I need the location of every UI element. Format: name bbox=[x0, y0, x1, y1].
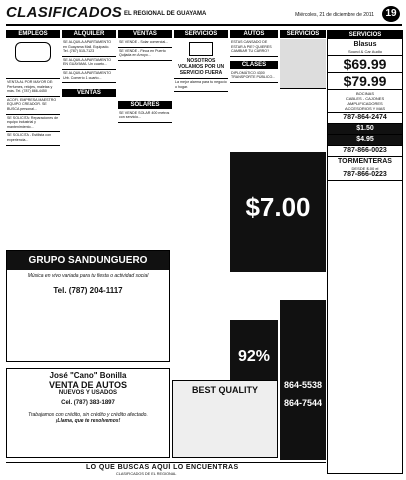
sidebar-right bbox=[327, 30, 403, 474]
percent-text: 92% bbox=[237, 348, 271, 365]
ad-empleos-4: SE SOLICITA - Estilista con experiencia... bbox=[6, 132, 60, 145]
col-header-empleos: EMPLEOS bbox=[6, 30, 60, 38]
phone-sidebar-1: 787-864-2474 bbox=[343, 114, 387, 121]
col-header-clases: CLASES bbox=[230, 61, 278, 69]
col-header-alquiler: ALQUILER bbox=[62, 30, 116, 38]
sidebar-items bbox=[328, 90, 402, 113]
issue-date: Miércoles, 21 de diciembre de 2011 bbox=[295, 12, 374, 18]
ad-servicios-1 bbox=[174, 39, 228, 79]
ad-alquiler-2: SE ALQUILA APARTAMENTO EN GUAYAMA. Un cuarto... bbox=[62, 57, 116, 70]
col-header-servicios-3: SERVICIOS bbox=[328, 31, 402, 39]
col-header-ventas-main: VENTAS bbox=[118, 30, 172, 38]
publication-name: EL REGIONAL DE GUAYAMA bbox=[124, 11, 207, 17]
ad-autos-2: DIPLOMÁTICO 4300 TRANSPORTE PÚBLICO... bbox=[230, 70, 278, 83]
sidebar-subtitle-2: DESDE $.00 el bbox=[351, 166, 379, 171]
jose-phone: Cel. (787) 383-1897 bbox=[61, 400, 115, 406]
sidebar-line-3: AMPLIFICADORES bbox=[347, 101, 383, 106]
ad-logo-image bbox=[15, 42, 51, 62]
sidebar-brand bbox=[328, 40, 402, 56]
ad-servicios-2: La mejor alarma para tu negocio o hogar. bbox=[174, 79, 228, 92]
sidebar-line-4: ACCESORIOS Y MAS bbox=[344, 106, 386, 111]
phone-2: 864-7544 bbox=[283, 398, 323, 408]
page-number: 19 bbox=[382, 6, 400, 22]
footer-title: LO QUE BUSCAS AQUÍ LO ENCUENTRAS bbox=[86, 464, 239, 471]
col-servicios bbox=[174, 30, 228, 250]
jose-title: José "Cano" Bonilla bbox=[49, 371, 127, 380]
col-ventas bbox=[118, 30, 172, 250]
col-header-ventas: VENTAS bbox=[62, 89, 116, 97]
col-autos bbox=[230, 30, 278, 150]
ad-alquiler-1: SE ALQUILA APARTAMENTO en Guayama Mall. Equipado. Tel. (787) 515-7123 bbox=[62, 39, 116, 57]
ad-alquiler-3: SE ALQUILA APARTAMENTO Urb. Comerío 1 cuarto... bbox=[62, 70, 116, 83]
jose-note: Trabajamos con crédito, sin crédito y crédito afectado. bbox=[28, 412, 148, 418]
phone-sidebar-3: 787-866-0223 bbox=[343, 171, 387, 178]
price-2: $79.99 bbox=[343, 73, 387, 89]
col-header-servicios: SERVICIOS bbox=[174, 30, 228, 38]
sidebar-phone-2 bbox=[328, 146, 402, 157]
servicios-logo bbox=[189, 42, 213, 56]
ad-image-placeholder bbox=[280, 39, 326, 89]
jose-subtitle-2: NUEVOS Y USADOS bbox=[58, 390, 118, 396]
best-quality-title: BEST QUALITY bbox=[191, 385, 258, 395]
ad-empleos-logo bbox=[6, 39, 60, 79]
grupo-subtitle: Música en vivo variada para tu fiesta o actividad social bbox=[27, 273, 149, 279]
section-logo: CLASIFICADOS bbox=[6, 4, 123, 21]
col-empleos bbox=[6, 30, 60, 250]
sidebar-price-4 bbox=[328, 135, 402, 146]
sidebar-price-3 bbox=[328, 124, 402, 135]
ad-best-quality bbox=[172, 380, 278, 458]
col-alquiler bbox=[62, 30, 116, 250]
ad-empleos-1: VENTA AL POR MAYOR DE: Perfumes, relojes, maletas y más. Tel. (787) 866-4450 bbox=[6, 79, 60, 97]
grupo-phone: Tel. (787) 204-1117 bbox=[53, 286, 123, 295]
col-header-servicios-2: SERVICIOS bbox=[280, 30, 326, 38]
footer-subtitle: CLASIFICADOS DE EL REGIONAL bbox=[116, 472, 177, 476]
col-servicios-2 bbox=[280, 30, 326, 150]
ad-solares-1: SE VENDE SOLAR 400 metros con servicio... bbox=[118, 110, 172, 123]
ad-autos-1: ESTAS CANSADO DE ESTAR A PIE? QUIERES CAMBIAR TU CARRO? bbox=[230, 39, 278, 57]
servicios-headline: NOSOTROS VOLAMOS POR UN SERVICIO FUERA bbox=[177, 58, 225, 76]
sidebar-subtitle: Sound & Car Audio bbox=[347, 49, 383, 54]
col-header-solares: SOLARES bbox=[118, 101, 172, 109]
sidebar-price-1 bbox=[328, 56, 402, 73]
sidebar-tormenteras bbox=[328, 157, 402, 181]
page-footer bbox=[6, 462, 326, 476]
page-header bbox=[6, 4, 402, 26]
phone-1: 864-5538 bbox=[283, 380, 323, 390]
price-3: $1.50 bbox=[356, 125, 374, 132]
ad-empleos-3: SE SOLICITA: Reparaciones de equipo industrial y mantenimiento... bbox=[6, 115, 60, 133]
ad-jose-cano bbox=[6, 368, 170, 458]
phone-sidebar-2: 787-866-0023 bbox=[343, 147, 387, 154]
sidebar-line-2: CABLES - CAJONES bbox=[345, 96, 385, 101]
ad-dark-dollar bbox=[230, 152, 326, 272]
sidebar-line-1: BOCINAS bbox=[355, 91, 374, 96]
ad-dark-phones bbox=[280, 300, 326, 460]
jose-subtitle: VENTA DE AUTOS bbox=[48, 380, 127, 390]
dollar-price: $7.00 bbox=[245, 192, 311, 222]
ad-ventas-2: SE VENDE - Finca en Puerto Quijada en Arroyo... bbox=[118, 48, 172, 61]
col-header-autos: AUTOS bbox=[230, 30, 278, 38]
ad-ventas-1: SE VENDE - Solar comercial... bbox=[118, 39, 172, 48]
price-4: $4.95 bbox=[356, 136, 374, 143]
jose-note-2: ¡Llama, que te resolvemos! bbox=[55, 418, 121, 424]
sidebar-price-2 bbox=[328, 73, 402, 90]
sidebar-title-2: TORMENTERAS bbox=[338, 158, 392, 165]
grupo-title: GRUPO SANDUNGUERO bbox=[7, 251, 169, 270]
ad-grupo-sandunguero bbox=[6, 250, 170, 362]
price-1: $69.99 bbox=[343, 56, 387, 72]
sidebar-title: Blasus bbox=[353, 41, 377, 48]
ad-empleos-2: ACOFI. EMPRESA MAESTRO EQUIPO CREADOR. SE BUSCA personal... bbox=[6, 97, 60, 115]
sidebar-phone-1 bbox=[328, 113, 402, 124]
